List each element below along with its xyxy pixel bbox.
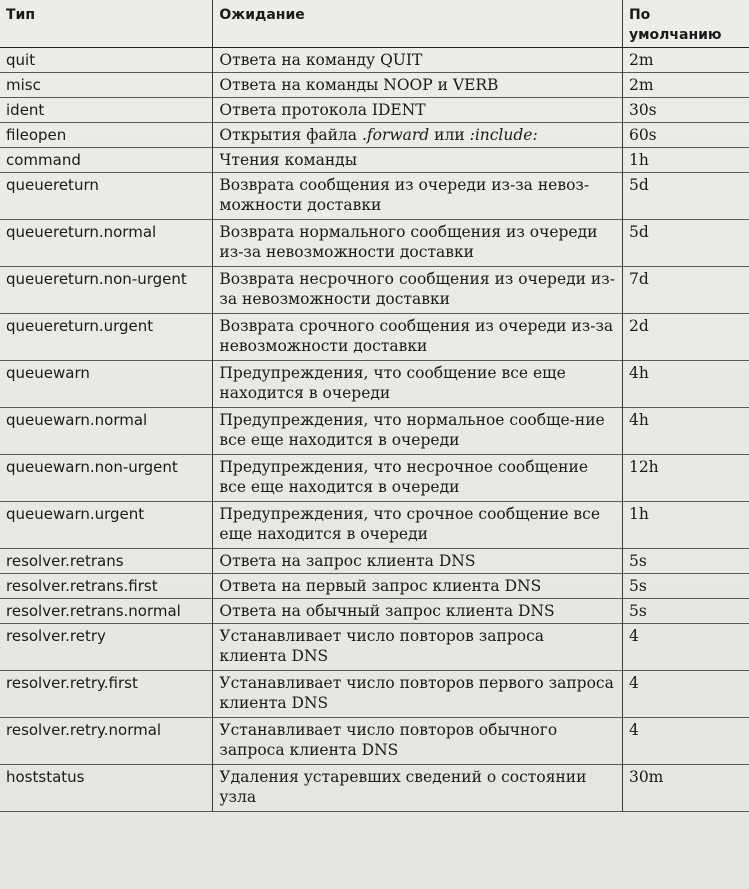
cell-type: resolver.retry bbox=[0, 624, 213, 671]
header-wait: Ожидание bbox=[213, 0, 623, 48]
table-row bbox=[0, 765, 749, 812]
cell-default: 30s bbox=[622, 98, 749, 123]
table-header-row bbox=[0, 0, 749, 48]
cell-wait-text: Устанавливает число повторов обычного запроса клиента DNS bbox=[219, 721, 558, 759]
table-row bbox=[0, 148, 749, 173]
cell-wait-text: Ответа на запрос клиента DNS bbox=[219, 552, 476, 570]
cell-wait-text: Ответа протокола IDENT bbox=[219, 101, 426, 119]
cell-wait bbox=[213, 765, 623, 812]
table-row bbox=[0, 314, 749, 361]
table-row bbox=[0, 549, 749, 574]
cell-type: hoststatus bbox=[0, 765, 213, 812]
cell-default: 4 bbox=[622, 718, 749, 765]
cell-default: 12h bbox=[622, 455, 749, 502]
cell-type: resolver.retrans bbox=[0, 549, 213, 574]
cell-wait-text: Ответа на команды NOOP и VERB bbox=[219, 76, 499, 94]
table-row bbox=[0, 408, 749, 455]
cell-wait bbox=[213, 671, 623, 718]
cell-type: queuereturn.normal bbox=[0, 220, 213, 267]
cell-wait-text: Устанавливает число повторов запроса клиента DNS bbox=[219, 627, 544, 665]
cell-default: 2m bbox=[622, 48, 749, 73]
cell-wait bbox=[213, 220, 623, 267]
cell-type: queuewarn.urgent bbox=[0, 502, 213, 549]
cell-wait-text: Удаления устаревших сведений о состоянии узла bbox=[219, 768, 587, 806]
cell-default: 5s bbox=[622, 549, 749, 574]
cell-default: 1h bbox=[622, 502, 749, 549]
cell-wait-italic-2: :include: bbox=[469, 126, 538, 144]
cell-wait bbox=[213, 48, 623, 73]
cell-wait bbox=[213, 123, 623, 148]
cell-wait bbox=[213, 718, 623, 765]
cell-type: queuewarn.normal bbox=[0, 408, 213, 455]
cell-wait bbox=[213, 502, 623, 549]
cell-type: resolver.retry.normal bbox=[0, 718, 213, 765]
cell-wait-text: Возврата нормального сообщения из очереди из-за невозможности доставки bbox=[219, 223, 598, 261]
table-row bbox=[0, 671, 749, 718]
cell-wait-text: Ответа на обычный запрос клиента DNS bbox=[219, 602, 555, 620]
cell-default: 4 bbox=[622, 624, 749, 671]
cell-default: 4h bbox=[622, 408, 749, 455]
cell-wait bbox=[213, 73, 623, 98]
cell-default: 5s bbox=[622, 599, 749, 624]
cell-wait-text: Возврата сообщения из очереди из-за невоз-можности доставки bbox=[219, 176, 590, 214]
cell-type: resolver.retrans.first bbox=[0, 574, 213, 599]
cell-default: 5s bbox=[622, 574, 749, 599]
cell-type: queuewarn bbox=[0, 361, 213, 408]
table-row bbox=[0, 73, 749, 98]
cell-wait-text: Предупреждения, что несрочное сообщение все еще находится в очереди bbox=[219, 458, 589, 496]
cell-wait-text: Открытия файла bbox=[219, 126, 362, 144]
cell-wait-text: Возврата срочного сообщения из очереди из-за невозможности доставки bbox=[219, 317, 614, 355]
cell-type: resolver.retrans.normal bbox=[0, 599, 213, 624]
cell-wait-text: Чтения команды bbox=[219, 151, 358, 169]
cell-wait-text: Возврата несрочного сообщения из очереди из-за невозможности доставки bbox=[219, 270, 615, 308]
cell-type: misc bbox=[0, 73, 213, 98]
cell-default: 60s bbox=[622, 123, 749, 148]
cell-wait bbox=[213, 173, 623, 220]
cell-type: queuereturn.non-urgent bbox=[0, 267, 213, 314]
cell-wait bbox=[213, 574, 623, 599]
table-row bbox=[0, 718, 749, 765]
header-type: Тип bbox=[0, 0, 213, 48]
cell-wait bbox=[213, 408, 623, 455]
table-row bbox=[0, 574, 749, 599]
cell-wait bbox=[213, 549, 623, 574]
cell-type: queuewarn.non-urgent bbox=[0, 455, 213, 502]
cell-default: 1h bbox=[622, 148, 749, 173]
cell-default: 5d bbox=[622, 220, 749, 267]
cell-type: resolver.retry.first bbox=[0, 671, 213, 718]
cell-type: queuereturn.urgent bbox=[0, 314, 213, 361]
cell-type: ident bbox=[0, 98, 213, 123]
cell-wait-italic: .forward bbox=[361, 126, 430, 144]
cell-type: command bbox=[0, 148, 213, 173]
cell-default: 7d bbox=[622, 267, 749, 314]
table-row bbox=[0, 123, 749, 148]
cell-wait bbox=[213, 599, 623, 624]
cell-wait bbox=[213, 361, 623, 408]
cell-default: 5d bbox=[622, 173, 749, 220]
cell-type: quit bbox=[0, 48, 213, 73]
cell-wait bbox=[213, 314, 623, 361]
cell-default: 4 bbox=[622, 671, 749, 718]
table-row bbox=[0, 220, 749, 267]
cell-wait-text: Предупреждения, что срочное сообщение все еще находится в очереди bbox=[219, 505, 601, 543]
cell-wait-text-mid: или bbox=[429, 126, 470, 144]
table-body bbox=[0, 48, 749, 812]
cell-type: queuereturn bbox=[0, 173, 213, 220]
table-row bbox=[0, 624, 749, 671]
header-default: По умолчанию bbox=[622, 0, 749, 48]
table-row bbox=[0, 173, 749, 220]
table-row bbox=[0, 267, 749, 314]
cell-wait-text: Предупреждения, что нормальное сообще-ние все еще находится в очереди bbox=[219, 411, 605, 449]
cell-wait bbox=[213, 455, 623, 502]
cell-wait bbox=[213, 624, 623, 671]
cell-wait bbox=[213, 98, 623, 123]
cell-default: 2m bbox=[622, 73, 749, 98]
table-row bbox=[0, 502, 749, 549]
table-row bbox=[0, 98, 749, 123]
cell-default: 30m bbox=[622, 765, 749, 812]
table-row bbox=[0, 48, 749, 73]
table-row bbox=[0, 455, 749, 502]
cell-type: fileopen bbox=[0, 123, 213, 148]
cell-wait bbox=[213, 148, 623, 173]
cell-wait bbox=[213, 267, 623, 314]
cell-wait-text: Предупреждения, что сообщение все еще находится в очереди bbox=[219, 364, 566, 402]
table-row bbox=[0, 361, 749, 408]
table-row bbox=[0, 599, 749, 624]
cell-default: 4h bbox=[622, 361, 749, 408]
cell-wait-text: Ответа на первый запрос клиента DNS bbox=[219, 577, 542, 595]
cell-wait-text: Устанавливает число повторов первого запроса клиента DNS bbox=[219, 674, 614, 712]
cell-default: 2d bbox=[622, 314, 749, 361]
cell-wait-text: Ответа на команду QUIT bbox=[219, 51, 423, 69]
